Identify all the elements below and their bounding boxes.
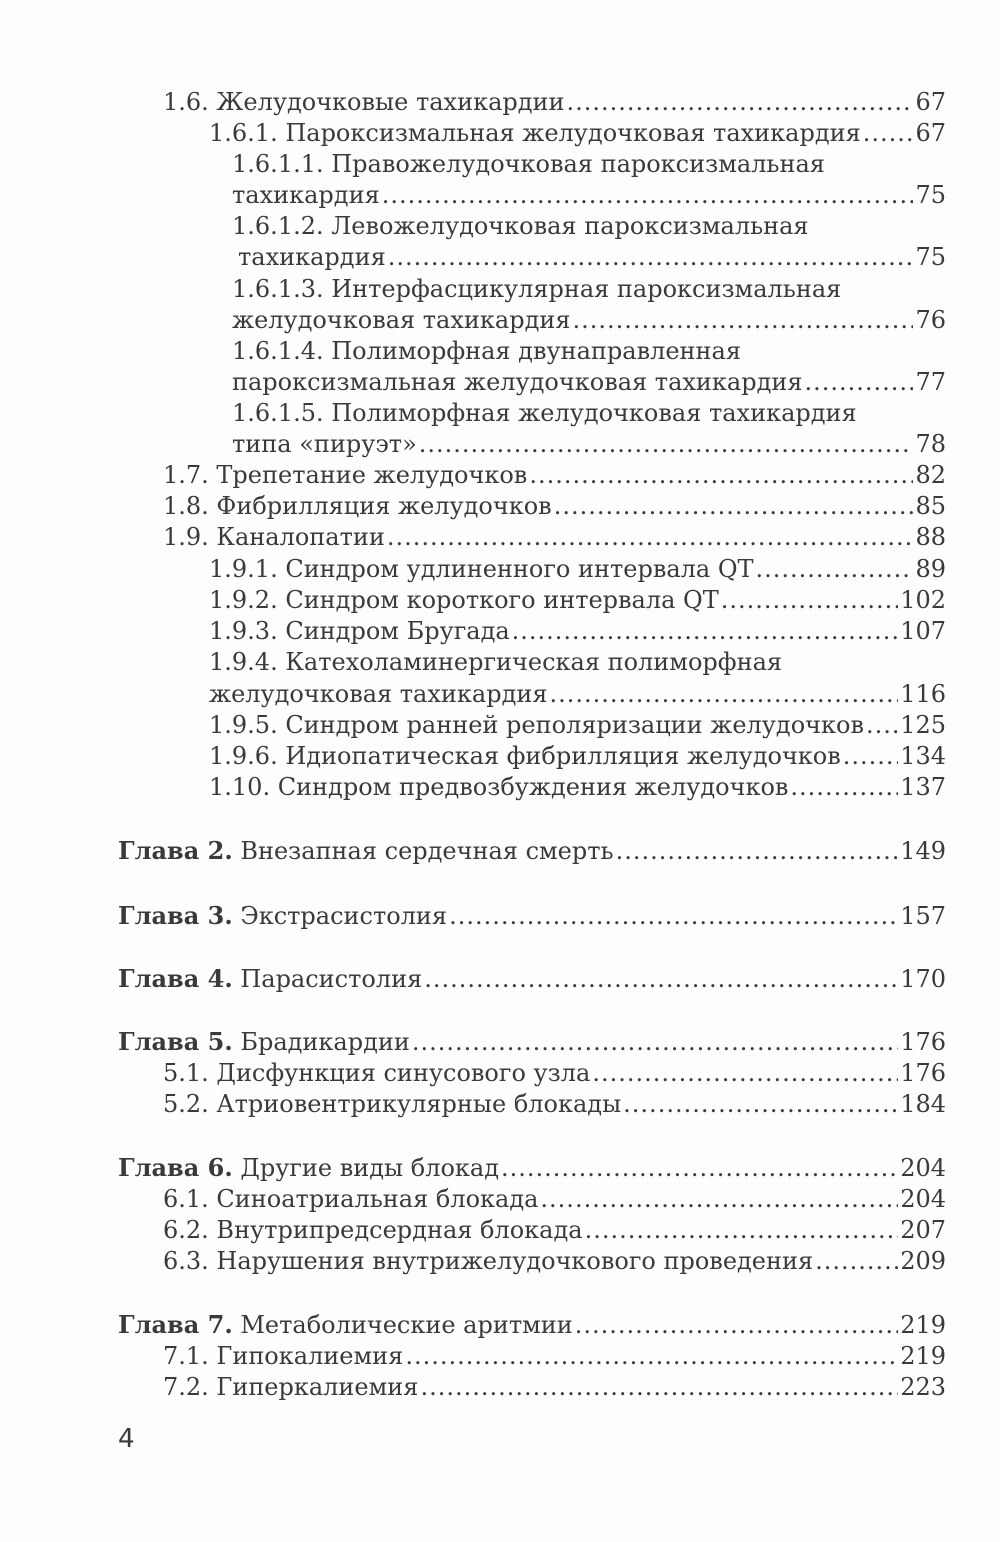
toc-entry-page: 102 [900, 586, 946, 614]
toc-entry-page: 75 [915, 181, 946, 209]
toc-entry-page: 209 [900, 1247, 946, 1275]
toc-entry [238, 241, 946, 273]
leader-dots [529, 459, 913, 491]
toc-entry-label: 6.1. Синоатриальная блокада [163, 1185, 539, 1213]
toc-entry-label: 1.6.1.2. Левожелудочковая пароксизмальная [232, 212, 809, 240]
toc-entry-label: 1.6.1.3. Интерфасцикулярная пароксизмальная [232, 275, 842, 303]
leader-dots [388, 241, 914, 273]
leader-dots [790, 771, 898, 803]
page-number: 4 [118, 1424, 135, 1454]
toc-entry-page: 67 [915, 88, 946, 116]
toc-entry [163, 521, 946, 553]
leader-dots [805, 366, 914, 398]
toc-entry-label: 1.9.2. Синдром короткого интервала QT [209, 586, 719, 614]
leader-dots [721, 584, 898, 616]
toc-entry-label: 1.9.3. Синдром Бругада [209, 617, 510, 645]
toc-entry-first-line [232, 273, 946, 305]
toc-entry-page: 223 [900, 1373, 946, 1401]
toc-chapter [118, 1309, 946, 1341]
leader-dots [572, 304, 913, 336]
toc-entry-page: 170 [900, 965, 946, 993]
toc-entry-page: 107 [900, 617, 946, 645]
toc-entry-label: 1.6.1.1. Правожелудочковая пароксизмальная [232, 150, 825, 178]
toc-entry-label: пароксизмальная желудочковая тахикардия [232, 368, 803, 396]
toc-entry [209, 709, 946, 741]
toc-entry-page: 85 [915, 492, 946, 520]
toc-entry-label: Экстрасистолия [240, 902, 448, 930]
leader-dots [512, 615, 899, 647]
toc-entry-label: Внезапная сердечная смерть [240, 837, 614, 865]
chapter-number: Глава 5. [118, 1027, 233, 1056]
leader-dots [419, 428, 914, 460]
toc-entry-label: 6.2. Внутрипредсердная блокада [163, 1216, 583, 1244]
toc-entry-page: 176 [900, 1059, 946, 1087]
toc-entry [163, 1245, 946, 1277]
leader-dots [424, 963, 898, 995]
leader-dots [382, 179, 914, 211]
toc-entry-label: 1.9.4. Катехоламинергическая полиморфная [209, 648, 783, 676]
toc-entry [232, 179, 946, 211]
leader-dots [549, 678, 898, 710]
leader-dots [449, 900, 898, 932]
toc-entry [209, 584, 946, 616]
toc-entry [163, 1214, 946, 1246]
toc-entry-page: 207 [900, 1216, 946, 1244]
chapter-number: Глава 2. [118, 836, 233, 865]
toc-entry-label: 1.6.1.5. Полиморфная желудочковая тахикардия [232, 399, 857, 427]
toc-entry-label: 5.1. Дисфункция синусового узла [163, 1059, 591, 1087]
chapter-number: Глава 3. [118, 901, 233, 930]
toc-chapter [118, 1152, 946, 1184]
toc-entry-label: 1.7. Трепетание желудочков [163, 461, 528, 489]
toc-entry-page: 88 [915, 523, 946, 551]
toc-entry [163, 490, 946, 522]
toc-entry-label: 1.6.1. Пароксизмальная желудочковая тахикардия [209, 119, 861, 147]
chapter-number: Глава 7. [118, 1310, 233, 1339]
toc-entry [209, 771, 946, 803]
leader-dots [616, 835, 899, 867]
toc-entry-page: 116 [900, 680, 946, 708]
toc-entry [163, 1340, 946, 1372]
toc-entry-page: 125 [900, 711, 946, 739]
toc-entry-label: 7.1. Гипокалиемия [163, 1342, 404, 1370]
toc-entry-label: тахикардия [238, 243, 386, 271]
toc-entry-label: 1.10. Синдром предвозбуждения желудочков [209, 773, 789, 801]
toc-entry-first-line [232, 210, 946, 242]
toc-entry-label: 1.8. Фибрилляция желудочков [163, 492, 552, 520]
toc-entry [163, 459, 946, 491]
toc-entry-first-line [232, 397, 946, 429]
leader-dots [540, 1183, 898, 1215]
toc-entry [209, 740, 946, 772]
toc-entry-label: 1.9.5. Синдром ранней реполяризации желудочков [209, 711, 864, 739]
leader-dots [575, 1309, 898, 1341]
toc-entry-page: 184 [900, 1090, 946, 1118]
leader-dots [863, 117, 914, 149]
leader-dots [412, 1026, 898, 1058]
toc-entry-page: 137 [900, 773, 946, 801]
toc-entry-label: 1.9. Каналопатии [163, 523, 385, 551]
leader-dots [501, 1152, 898, 1184]
leader-dots [420, 1371, 898, 1403]
toc-entry-page: 67 [915, 119, 946, 147]
toc-entry-page: 77 [915, 368, 946, 396]
chapter-number: Глава 6. [118, 1153, 233, 1182]
toc-entry-page: 219 [900, 1311, 946, 1339]
leader-dots [567, 86, 914, 118]
toc-entry-label: 7.2. Гиперкалиемия [163, 1373, 419, 1401]
toc-entry-page: 149 [900, 837, 946, 865]
toc-entry [232, 428, 946, 460]
toc-entry [209, 615, 946, 647]
toc-entry [209, 553, 946, 585]
toc-entry-label: 1.9.1. Синдром удлиненного интервала QT [209, 555, 754, 583]
leader-dots [843, 740, 898, 772]
toc-entry [163, 1057, 946, 1089]
toc-entry-label: Другие виды блокад [240, 1154, 499, 1182]
toc-entry-page: 204 [900, 1154, 946, 1182]
leader-dots [387, 521, 914, 553]
toc-entry-label: желудочковая тахикардия [209, 680, 548, 708]
chapter-number: Глава 4. [118, 964, 233, 993]
toc-entry-label: Метаболические аритмии [240, 1311, 573, 1339]
leader-dots [623, 1088, 898, 1120]
toc-entry-label: типа «пируэт» [232, 430, 417, 458]
toc-entry-label: Парасистолия [240, 965, 423, 993]
toc-entry-page: 89 [915, 555, 946, 583]
toc-entry-page: 134 [900, 742, 946, 770]
toc-chapter [118, 900, 946, 932]
toc-entry-page: 204 [900, 1185, 946, 1213]
toc-entry-page: 157 [900, 902, 946, 930]
toc-entry-label: 5.2. Атриовентрикулярные блокады [163, 1090, 622, 1118]
toc-entry [232, 304, 946, 336]
toc-entry-page: 176 [900, 1028, 946, 1056]
toc-entry-first-line [232, 335, 946, 367]
toc-entry-page: 78 [915, 430, 946, 458]
leader-dots [815, 1245, 898, 1277]
toc-chapter [118, 1026, 946, 1058]
toc-entry [163, 1183, 946, 1215]
toc-entry-label: тахикардия [232, 181, 380, 209]
toc-entry [163, 86, 946, 118]
toc-entry [209, 678, 946, 710]
toc-entry-label: 1.6.1.4. Полиморфная двунаправленная [232, 337, 741, 365]
toc-entry-page: 82 [915, 461, 946, 489]
toc-chapter [118, 963, 946, 995]
toc-entry-label: 1.9.6. Идиопатическая фибрилляция желудочков [209, 742, 841, 770]
toc-entry-label: Брадикардии [240, 1028, 410, 1056]
toc-entry [163, 1371, 946, 1403]
toc-entry [209, 117, 946, 149]
toc-entry-label: желудочковая тахикардия [232, 306, 571, 334]
toc-entry-first-line [209, 646, 946, 678]
toc-entry-label: 6.3. Нарушения внутрижелудочкового проведения [163, 1247, 814, 1275]
leader-dots [585, 1214, 899, 1246]
leader-dots [756, 553, 914, 585]
leader-dots [866, 709, 898, 741]
toc-entry-page: 75 [915, 243, 946, 271]
leader-dots [405, 1340, 898, 1372]
toc-entry [232, 366, 946, 398]
toc-entry-label: 1.6. Желудочковые тахикардии [163, 88, 565, 116]
toc-entry [163, 1088, 946, 1120]
toc-entry-first-line [232, 148, 946, 180]
toc-entry-page: 219 [900, 1342, 946, 1370]
leader-dots [592, 1057, 898, 1089]
leader-dots [554, 490, 914, 522]
toc-chapter [118, 835, 946, 867]
toc-entry-page: 76 [915, 306, 946, 334]
